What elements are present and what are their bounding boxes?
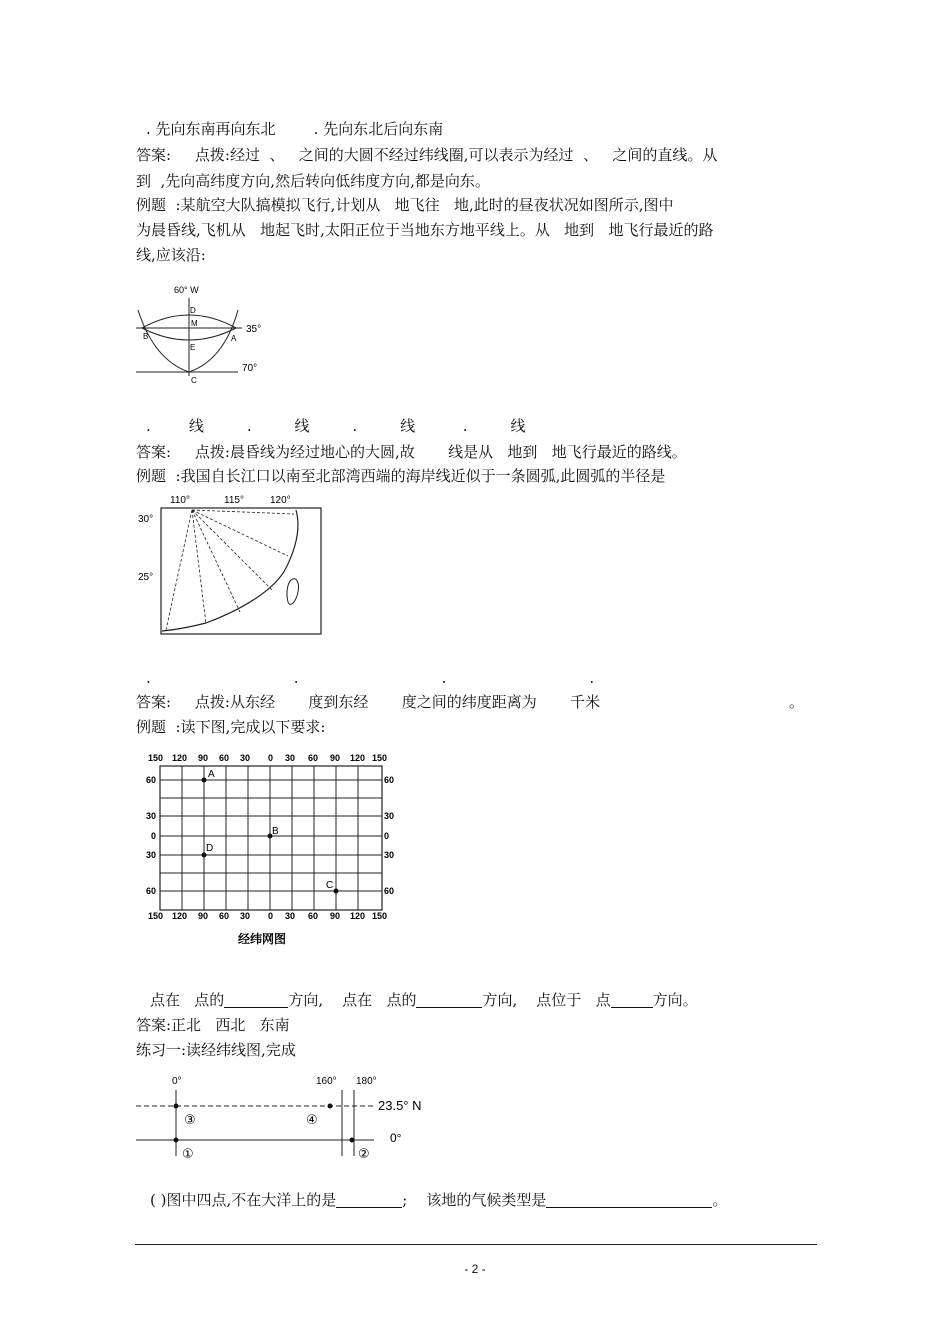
- fig3-point-b: B: [272, 826, 279, 837]
- option-line-3: . . . .: [146, 669, 595, 687]
- answer-blank-1[interactable]: [224, 991, 288, 1008]
- lat-long-strip: [134, 1072, 454, 1164]
- answer-line-1: 答案: 点拨:经过 、 之间的大圆不经过纬线圈,可以表示为经过 、 之间的直线。从: [136, 146, 718, 164]
- q-part-4: 方向。: [652, 991, 698, 1009]
- page-number: - 2 -: [464, 1262, 486, 1276]
- fig3-right-tick: 30: [384, 850, 395, 860]
- fig3-point-a: A: [208, 769, 215, 780]
- answer-line-4: 答案:正北 西北 东南: [136, 1016, 290, 1034]
- fig4-lon-0: 0°: [172, 1076, 182, 1087]
- fig4-lat-eq: 0°: [390, 1131, 402, 1145]
- fig1-point-d: D: [190, 306, 196, 315]
- fig3-bottom-tick: 90: [198, 911, 209, 921]
- fig3-point-d: D: [206, 843, 214, 854]
- fig3-left-tick: 60: [146, 886, 157, 896]
- fig2-lat-25: 25°: [138, 572, 154, 583]
- q-part-3: 方向, 点位于 点: [482, 991, 611, 1009]
- answer-line-1-cont: 到 ,先向高纬度方向,然后转向低纬度方向,都是向东。: [136, 172, 490, 190]
- answer-line-2: 答案: 点拨:晨昏线为经过地心的大圆,故 线是从 地到 地飞行最近的路线。: [136, 443, 687, 461]
- q1-part-1: ( )图中四点,不在大洋上的是: [150, 1191, 337, 1209]
- exercise-title: 练习一:读经纬线图,完成: [136, 1041, 296, 1059]
- fig3-top-tick: 150: [372, 753, 388, 763]
- option-line-1: . 先向东南再向东北 . 先向东北后向东南: [146, 120, 444, 138]
- fig3-right-tick: 0: [384, 831, 390, 841]
- fig3-bottom-tick: 150: [372, 911, 388, 921]
- fig1-point-e: E: [190, 343, 196, 352]
- fig1-point-a: A: [231, 334, 237, 343]
- fig3-top-tick: 90: [198, 753, 209, 763]
- example-line-3: 线,应该沿:: [136, 246, 206, 264]
- fig3-bottom-tick: 90: [330, 911, 341, 921]
- fig4-lon-160: 160°: [316, 1076, 337, 1087]
- terminator-diagram: [134, 280, 274, 388]
- footer-divider: [135, 1244, 817, 1245]
- answer-line-3-end: 。: [789, 693, 805, 711]
- fig2-lat-30: 30°: [138, 514, 154, 525]
- q-part-1: 点在 点的: [150, 991, 225, 1009]
- fig4-point-3: ③: [184, 1112, 196, 1127]
- fig4-point-2: ②: [358, 1146, 370, 1161]
- fig3-bottom-tick: 120: [172, 911, 188, 921]
- fig3-bottom-tick: 60: [308, 911, 319, 921]
- fig3-right-tick: 60: [384, 775, 395, 785]
- fig3-caption: 经纬网图: [238, 932, 287, 946]
- fig1-point-c: C: [191, 376, 197, 385]
- fig3-bottom-tick: 30: [285, 911, 296, 921]
- fig2-lon-115: 115°: [224, 495, 244, 506]
- fig3-left-tick: 60: [146, 775, 157, 785]
- fig3-bottom-tick: 120: [350, 911, 366, 921]
- answer-blank-3[interactable]: [611, 991, 653, 1008]
- example-line-2: 为晨昏线,飞机从 地起飞时,太阳正位于当地东方地平线上。从 地到 地飞行最近的路: [136, 221, 714, 239]
- answer-blank-5[interactable]: [546, 1191, 712, 1208]
- coastline-arc-map: [136, 488, 326, 638]
- fig4-point-1: ①: [182, 1146, 194, 1161]
- answer-line-3: 答案: 点拨:从东经 度到东经 度之间的纬度距离为 千米: [136, 693, 601, 711]
- example-line-5: 例题 :读下图,完成以下要求:: [136, 718, 326, 736]
- fig3-bottom-tick: 0: [268, 911, 274, 921]
- fig3-top-tick: 30: [240, 753, 251, 763]
- fig4-point-4: ④: [306, 1112, 318, 1127]
- fig2-lon-120: 120°: [270, 495, 291, 506]
- fig1-point-b: B: [143, 332, 149, 341]
- fig3-right-tick: 60: [384, 886, 395, 896]
- fig3-right-tick: 30: [384, 811, 395, 821]
- q1-part-3: 。: [712, 1191, 728, 1209]
- answer-blank-4[interactable]: [336, 1191, 402, 1208]
- example-line-4: 例题 :我国自长江口以南至北部湾西端的海岸线近似于一条圆弧,此圆弧的半径是: [136, 467, 666, 485]
- question-line-directions: [150, 990, 698, 1010]
- fig3-top-tick: 120: [350, 753, 366, 763]
- answer-blank-2[interactable]: [416, 991, 482, 1008]
- fig3-left-tick: 30: [146, 811, 157, 821]
- fig3-bottom-tick: 60: [219, 911, 230, 921]
- fig1-point-m: M: [191, 319, 198, 328]
- question-1-line: [150, 1190, 727, 1210]
- fig3-top-tick: 0: [268, 753, 274, 763]
- fig3-top-tick: 60: [308, 753, 319, 763]
- fig1-lat-35: 35°: [246, 324, 262, 335]
- fig4-lon-180: 180°: [356, 1076, 377, 1087]
- option-line-2: . 线 . 线 . 线 . 线: [146, 417, 526, 435]
- fig3-point-c: C: [326, 880, 334, 891]
- q-part-2: 方向, 点在 点的: [288, 991, 417, 1009]
- fig1-lat-70: 70°: [242, 363, 258, 374]
- graticule-grid: [136, 748, 400, 948]
- fig3-top-tick: 30: [285, 753, 296, 763]
- fig3-bottom-tick: 150: [148, 911, 164, 921]
- fig3-top-tick: 120: [172, 753, 188, 763]
- fig4-lat-tropic: 23.5° N: [378, 1098, 422, 1113]
- q1-part-2: ; 该地的气候类型是: [402, 1191, 547, 1209]
- fig2-lon-110: 110°: [170, 495, 190, 506]
- fig3-top-tick: 60: [219, 753, 230, 763]
- fig3-top-tick: 90: [330, 753, 341, 763]
- fig3-bottom-tick: 30: [240, 911, 251, 921]
- fig1-top-label: 60° W: [174, 285, 199, 295]
- fig3-left-tick: 30: [146, 850, 157, 860]
- fig3-top-tick: 150: [148, 753, 164, 763]
- fig3-left-tick: 0: [151, 831, 157, 841]
- example-line-1: 例题 :某航空大队搞模拟飞行,计划从 地飞往 地,此时的昼夜状况如图所示,图中: [136, 196, 674, 214]
